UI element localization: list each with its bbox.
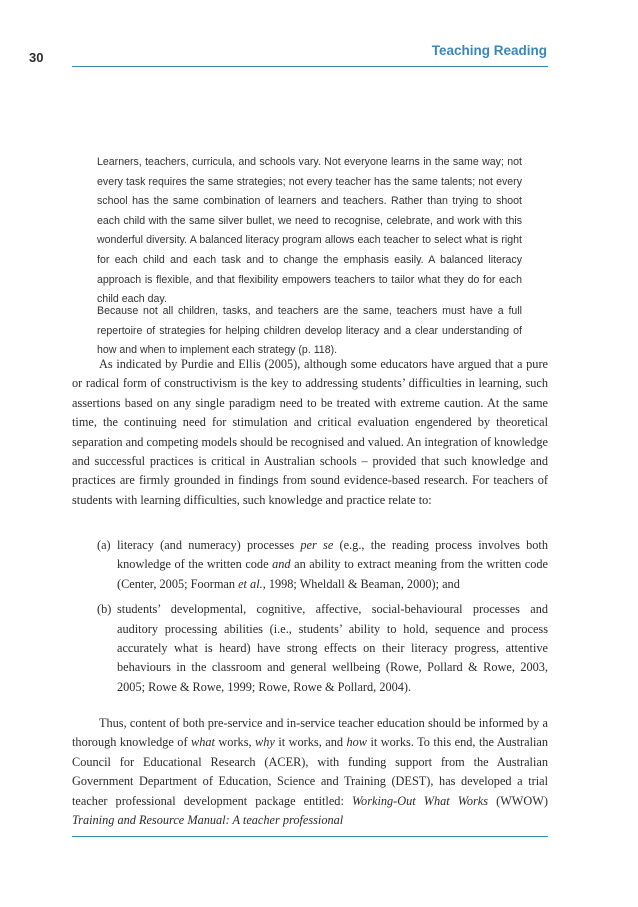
p2-text-5: (WWOW) (488, 793, 548, 808)
list-a-per-se: per se (300, 538, 334, 552)
footer-rule (72, 836, 548, 837)
list-marker-b: (b) (97, 602, 112, 617)
list-a-text-4: , 1998; Wheldall & Beaman, 2000); and (262, 576, 460, 591)
running-head: Teaching Reading (431, 43, 547, 58)
list-a-text-1: literacy (and numeracy) processes (117, 538, 301, 552)
header-rule (72, 66, 548, 67)
list-item-b (97, 600, 548, 697)
block-quote-paragraph-1: Learners, teachers, curricula, and schools vary. Not everyone learns in the same way; not every task requires the same strategies; not every teacher has the same talents; not every school has the same combination of learners and teachers. Rather than trying to shoot each child with the same silver bullet, we need to recognise, celebrate, and work with this wonderful diversity. A balanced literacy program allows each teacher to select what is right for each child and each task and to change the emphasis easily. A balanced literacy approach is flexible, and that flexibility empowers teachers to tailor what they do for each child each day. (97, 156, 522, 306)
list-b-text: students’ developmental, cognitive, affective, social-behavioural processes and auditory processing abilities (i.e., students’ ability to hold, sequence and process accurately what is heard) have strong effects on their literacy progress, attentive behaviours in the classroom and general wellbeing (Rowe, Pollard & Rowe, 2003, 2005; Rowe & Rowe, 1999; Rowe, Rowe & Pollard, 2004). (117, 602, 548, 694)
list-item-a (97, 536, 548, 594)
list-a-text-2: (e.g., the reading process involves both knowledge of the written code (117, 538, 548, 572)
body-paragraph-2 (72, 714, 548, 830)
p2-what: what (191, 735, 215, 750)
p2-title-2: Training and Resource Manual: A teacher professional (72, 813, 344, 828)
list-marker-a: (a) (97, 538, 111, 552)
block-quote-paragraph-2: Because not all children, tasks, and teachers are the same, teachers must have a full repertoire of strategies for helping children develop literacy and a clear understanding of how and when to implement each strategy (p. 118). (97, 305, 522, 357)
list-a-et-al: et al. (238, 576, 263, 591)
list-a-and: and (272, 557, 291, 572)
p2-title-1: Working-Out What Works (351, 793, 489, 808)
p2-text-2: works, (214, 735, 256, 750)
p2-why: why (255, 735, 275, 750)
p2-text-1: Thus, content of both pre-service and in-service teacher education should be informed by a thorough knowledge of (72, 716, 548, 750)
requirements-list (97, 536, 548, 703)
page-number: 30 (29, 50, 44, 65)
p2-how: how (346, 735, 367, 750)
body-paragraph-1: As indicated by Purdie and Ellis (2005), although some educators have argued that a pure or radical form of constructivism is the key to addressing students’ difficulties in learning, such assertions based on any single paradigm need to be treated with extreme caution. At the same time, the continuing need for stimulation and critical evaluation engendered by theoretical separation and competing models should be recognised and valued. An integration of knowledge and successful practices is critical in Australian schools – provided that such knowledge and practices are firmly grounded in findings from sound evidence-based research. For teachers of students with learning difficulties, such knowledge and practice relate to: (72, 357, 548, 507)
p2-text-3: it works, and (274, 735, 347, 750)
p2-text-4: it works. To this end, the Australian Council for Educational Research (ACER), with funding support from the Australian Government Department of Education, Science and Training (DEST), has developed a trial teacher professional development package entitled: (72, 735, 549, 808)
list-a-text-3: an ability to extract meaning from the written code (Center, 2005; Foorman (117, 557, 548, 591)
